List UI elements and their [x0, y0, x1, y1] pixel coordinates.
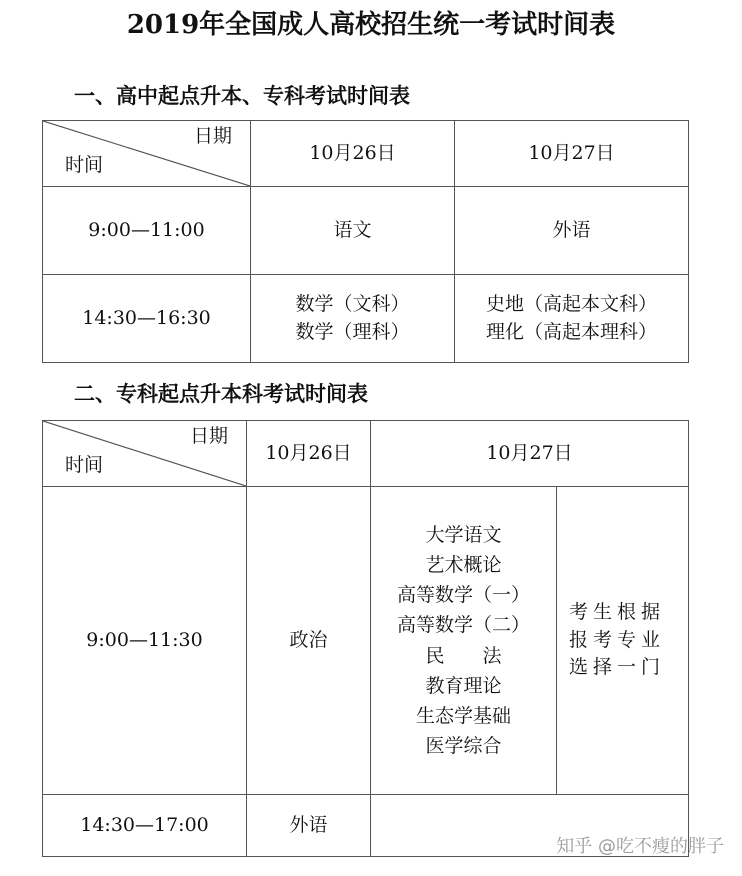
watermark: 知乎 @吃不瘦的胖子	[556, 836, 724, 857]
schedule-table-1	[42, 120, 689, 363]
time-slot: 9:00—11:00	[43, 187, 251, 275]
time-axis-label: 时间	[65, 454, 104, 477]
subject-line: 理化（高起本理科）	[485, 320, 657, 343]
subject-cell: 外语	[247, 795, 371, 857]
corner-header-cell	[43, 421, 247, 487]
schedule-table-2	[42, 420, 689, 857]
subject-cell: 语文	[251, 187, 455, 275]
date-axis-label: 日期	[193, 125, 232, 147]
corner-header-cell	[43, 121, 251, 187]
page-title: 2019年全国成人高校招生统一考试时间表	[126, 10, 616, 40]
subject-line: 数学（理科）	[295, 320, 410, 343]
time-axis-label: 时间	[65, 154, 104, 177]
subject-line: 生态学基础	[415, 704, 511, 727]
section1-heading: 一、高中起点升本、专科考试时间表	[74, 84, 410, 108]
subject-line: 大学语文	[425, 524, 502, 547]
date-header-1: 10月26日	[251, 121, 455, 187]
subject-line: 史地（高起本文科）	[485, 292, 657, 315]
note-line: 报考专业	[569, 628, 666, 651]
time-slot: 14:30—17:00	[43, 795, 247, 857]
subject-line: 民 法	[425, 644, 502, 667]
date-header-2: 10月27日	[455, 121, 689, 187]
subject-cell	[455, 275, 689, 363]
subject-line: 医学综合	[425, 734, 502, 757]
subject-cell: 外语	[455, 187, 689, 275]
subject-line: 艺术概论	[425, 554, 502, 577]
subject-line: 高等数学（一）	[396, 584, 530, 607]
time-slot: 9:00—11:30	[43, 487, 247, 795]
subject-list-cell	[371, 487, 557, 795]
date-axis-label: 日期	[189, 425, 228, 447]
subject-line: 数学（文科）	[295, 292, 410, 315]
subject-cell	[251, 275, 455, 363]
time-slot: 14:30—16:30	[43, 275, 251, 363]
subject-cell: 政治	[247, 487, 371, 795]
note-line: 选择一门	[569, 656, 666, 679]
date-header-2: 10月27日	[371, 421, 689, 487]
subject-line: 高等数学（二）	[396, 614, 530, 637]
note-line: 考生根据	[569, 601, 666, 624]
subject-line: 教育理论	[425, 674, 502, 697]
note-cell	[557, 487, 689, 795]
date-header-1: 10月26日	[247, 421, 371, 487]
section2-heading: 二、专科起点升本科考试时间表	[74, 382, 368, 406]
